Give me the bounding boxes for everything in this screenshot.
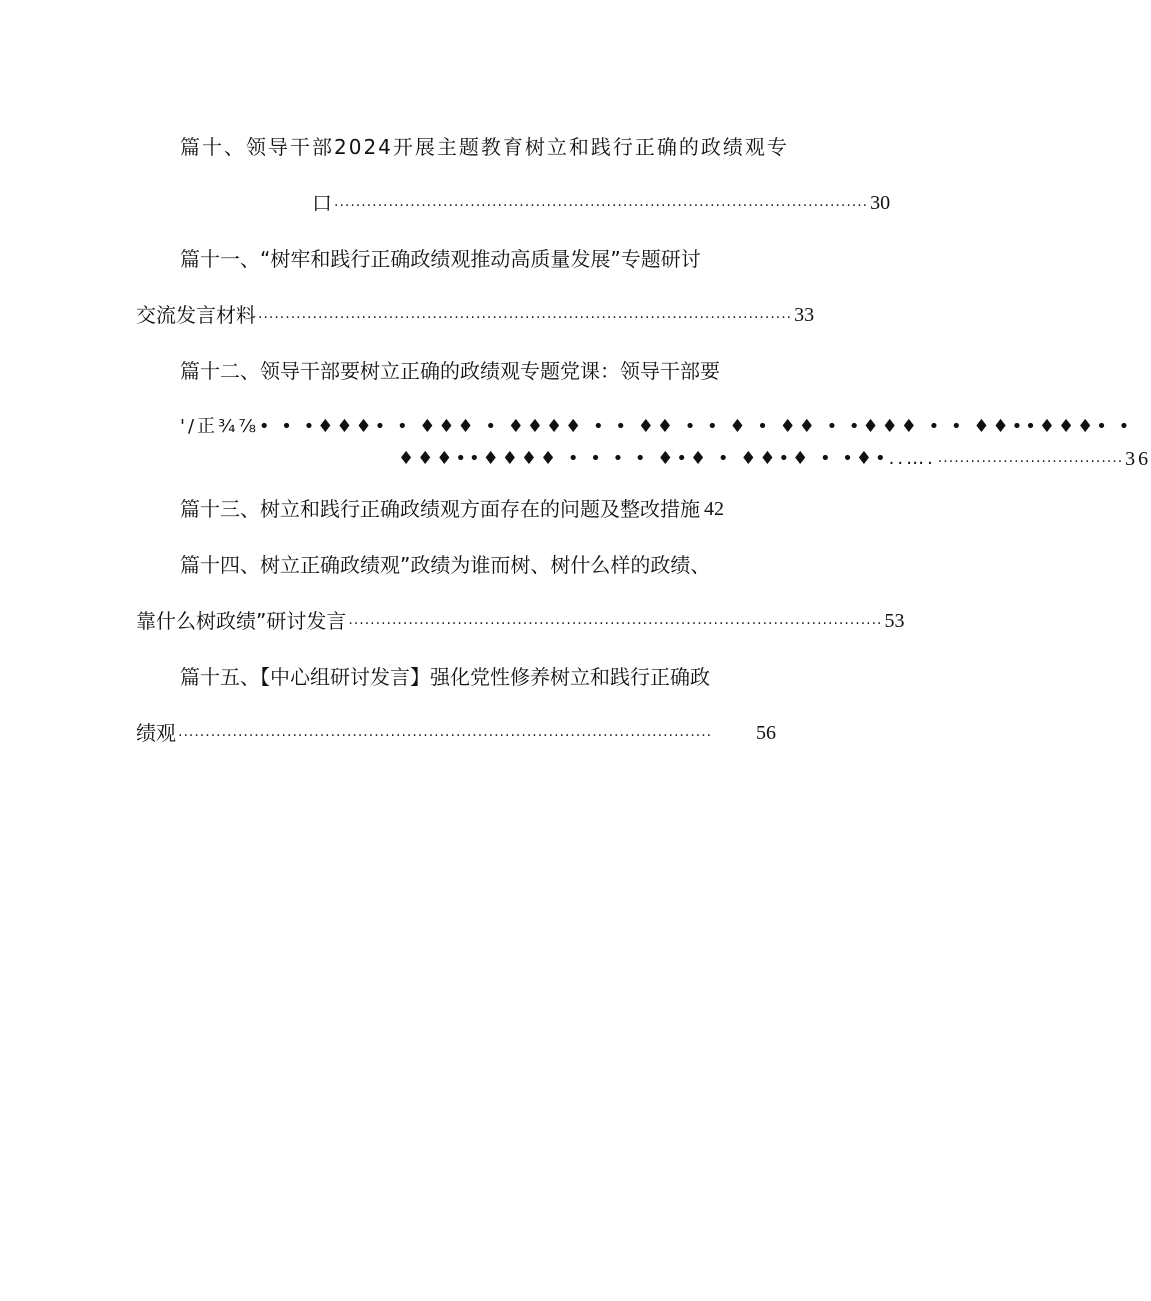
- toc-entry-12-garbled-line: [180, 414, 1133, 440]
- toc-entry-14-title: [180, 552, 740, 578]
- toc-entry-10-text-cont: 口: [312, 191, 332, 215]
- toc-entry-12-title: [180, 358, 740, 384]
- toc-entry-12-garbled-line-2: [398, 446, 1151, 472]
- toc-entry-15-text: 篇十五、【中心组研讨发言】强化党性修养树立和践行正确政: [180, 665, 710, 689]
- toc-entry-13-title: [180, 496, 760, 522]
- toc-entry-15-text-cont: 绩观: [136, 721, 176, 745]
- dot-leader: ··································································································: [348, 616, 883, 632]
- toc-entry-13-text: 篇十三、树立和践行正确政绩观方面存在的问题及整改措施: [180, 497, 700, 521]
- dot-leader: ··································································································: [334, 198, 869, 214]
- toc-entry-11-text-cont: 交流发言材料: [136, 303, 256, 327]
- toc-entry-15-title: [180, 664, 740, 690]
- toc-entry-14-text: 篇十四、树立正确政绩观”政绩为谁而树、树什么样的政绩、: [180, 553, 711, 577]
- toc-entry-15-continuation: [136, 720, 776, 746]
- dot-leader: ··································································································: [258, 310, 793, 326]
- toc-entry-11-text: 篇十一、“树牢和践行正确政绩观推动高质量发展”专题研讨: [180, 247, 701, 271]
- toc-entry-10-continuation: [312, 190, 891, 216]
- toc-entry-11-continuation: [136, 302, 815, 328]
- toc-entry-15-page: 56: [756, 722, 776, 744]
- toc-entry-12-page: 36: [1125, 448, 1151, 470]
- toc-entry-14-page: 53: [884, 610, 905, 632]
- dot-leader: ··································································································: [178, 728, 713, 744]
- toc-entry-10-text: 篇十、领导干部2024开展主题教育树立和践行正确的政绩观专: [180, 135, 789, 159]
- dot-leader: ··································: [937, 454, 1124, 470]
- toc-entry-12-text-cont: '/正¾⅞• • •♦♦♦• • ♦♦♦ • ♦♦♦♦ • • ♦♦ • • ♦ • ♦♦ • •♦♦♦ • • ♦♦••♦♦♦• •: [180, 416, 1133, 437]
- toc-entry-12-text-cont-2: ♦♦♦••♦♦♦♦ • • • • ♦•♦ • ♦♦•♦ • •♦•..….: [398, 448, 936, 469]
- toc-entry-14-continuation: [136, 608, 905, 634]
- toc-entry-13-page: 42: [704, 498, 724, 520]
- toc-entry-10-title: [180, 134, 789, 160]
- toc-entry-11-title: [180, 246, 740, 272]
- toc-entry-12-text: 篇十二、领导干部要树立正确的政绩观专题党课：领导干部要: [180, 359, 720, 383]
- toc-entry-14-text-cont: 靠什么树政绩”研讨发言: [136, 609, 347, 633]
- toc-entry-10-page: 30: [870, 192, 891, 214]
- toc-entry-11-page: 33: [794, 304, 815, 326]
